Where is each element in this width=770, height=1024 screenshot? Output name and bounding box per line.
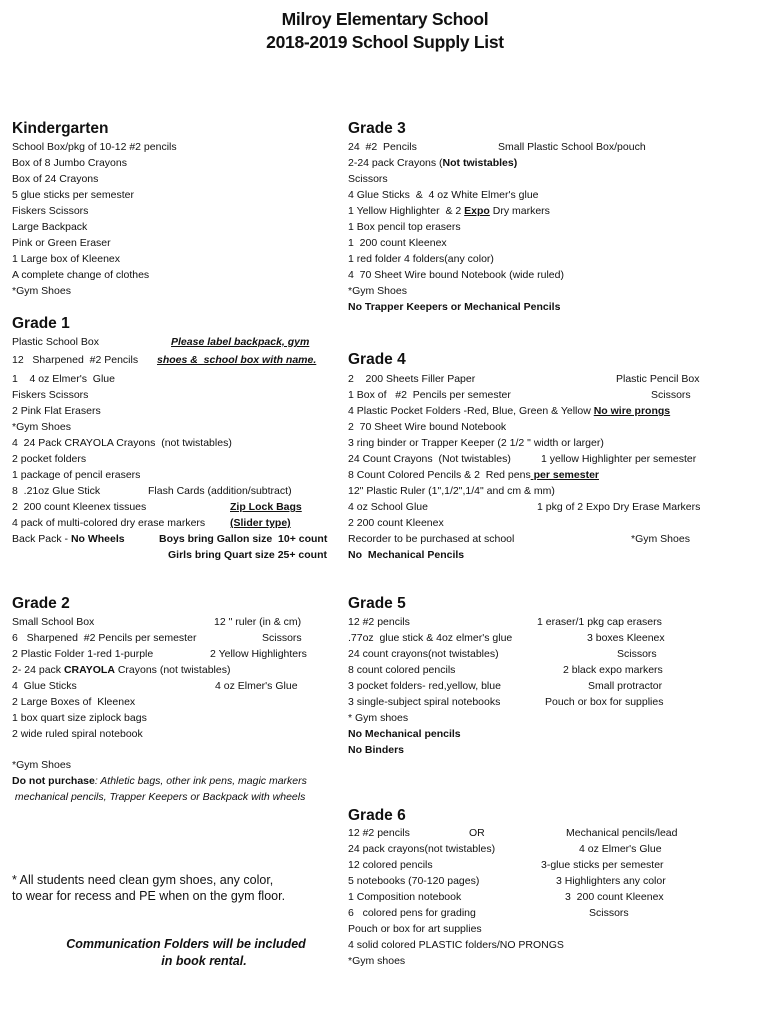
list-item: 1 Box pencil top erasers [348, 221, 461, 233]
list-item: 6 colored pens for grading [348, 907, 476, 919]
list-item: 24 pack crayons(not twistables) [348, 843, 496, 855]
list-item: 12 #2 pencils [348, 827, 410, 839]
list-item: 4 solid colored PLASTIC folders/NO PRONGS [348, 939, 564, 951]
list-item: 1 pkg of 2 Expo Dry Erase Markers [537, 501, 701, 513]
list-item: Small School Box [12, 616, 95, 628]
list-item: *Gym Shoes [631, 533, 690, 545]
label-note: shoes & school box with name. [157, 354, 317, 366]
list-item: 12 #2 pencils [348, 616, 410, 628]
list-item [348, 156, 517, 170]
no-wire-prongs: No wire prongs [593, 405, 671, 417]
list-item: Mechanical pencils/lead [566, 827, 678, 839]
list-item: .77oz glue stick & 4oz elmer's glue [348, 632, 513, 644]
crayon-count: 2- 24 pack [12, 664, 64, 676]
list-item: 3-glue sticks per semester [541, 859, 664, 871]
list-item: 1 200 count Kleenex [348, 237, 447, 249]
list-item: School Box/pkg of 10-12 #2 pencils [12, 141, 177, 153]
communication-note-2: in book rental. [161, 954, 247, 968]
list-item: Recorder to be purchased at school [348, 533, 515, 545]
list-item: 1 eraser/1 pkg cap erasers [537, 616, 662, 628]
communication-note: Communication Folders will be included [66, 937, 306, 951]
list-item: 1 Composition notebook [348, 891, 462, 903]
list-item: 4 Glue Sticks [12, 680, 77, 692]
gym-shoe-note-2: to wear for recess and PE when on the gym floor. [12, 889, 286, 903]
list-item: * Gym shoes [348, 712, 409, 724]
list-item: Fiskers Scissors [12, 205, 89, 217]
list-item: Fiskers Scissors [12, 389, 89, 401]
label-note: Please label backpack, gym [171, 336, 310, 348]
slider-label: (Slider type) [230, 517, 291, 529]
list-item: 12" Plastic Ruler (1",1/2",1/4" and cm & mm) [348, 485, 555, 497]
list-item: A complete change of clothes [12, 269, 150, 281]
no-binders-note: No Binders [348, 744, 405, 756]
list-item: 4 oz Elmer's Glue [215, 680, 298, 692]
list-item: 2 Large Boxes of Kleenex [12, 696, 136, 708]
highlighter-text: 1 Yellow Highlighter & 2 [348, 205, 465, 217]
list-item: Scissors [589, 907, 629, 919]
list-item: 2 Pink Flat Erasers [12, 405, 101, 417]
grade6-heading: Grade 6 [348, 807, 406, 824]
grade3-heading: Grade 3 [348, 120, 406, 137]
list-item: 4 70 Sheet Wire bound Notebook (wide ruled) [348, 269, 564, 281]
expo-brand: Expo [464, 205, 490, 217]
grade2-heading: Grade 2 [12, 595, 70, 612]
girls-note: Girls bring Quart size 25+ count [168, 549, 327, 561]
list-item: 2 Yellow Highlighters [210, 648, 307, 660]
do-not-purchase-text: : Athletic bags, other ink pens, magic markers [94, 775, 307, 787]
crayons-text: 2-24 pack Crayons ( [348, 157, 443, 169]
boys-note: Boys bring Gallon size 10+ count [159, 533, 328, 545]
list-item: Plastic Pencil Box [616, 373, 700, 385]
list-item: Pouch or box for art supplies [348, 923, 482, 935]
list-item: 12 Sharpened #2 Pencils [12, 354, 139, 366]
list-item [12, 663, 230, 677]
list-title: 2018-2019 School Supply List [266, 32, 504, 52]
list-item: 4 24 Pack CRAYOLA Crayons (not twistables) [12, 437, 232, 449]
list-item: Pouch or box for supplies [545, 696, 664, 708]
list-item: 1 package of pencil erasers [12, 469, 141, 481]
list-item: 3 pocket folders- red,yellow, blue [348, 680, 501, 692]
list-item: Box of 8 Jumbo Crayons [12, 157, 127, 169]
or-label: OR [469, 827, 485, 839]
do-not-purchase-text2: mechanical pencils, Trapper Keepers or Backpack with wheels [12, 791, 306, 803]
list-item: 4 Glue Sticks & 4 oz White Elmer's glue [348, 189, 539, 201]
list-item: 2 pocket folders [12, 453, 87, 465]
list-item [12, 532, 125, 546]
list-item: 2 200 count Kleenex [348, 517, 444, 529]
list-item: 24 count crayons(not twistables) [348, 648, 499, 660]
list-item: Plastic School Box [12, 336, 99, 348]
do-not-purchase-label: Do not purchase [12, 775, 95, 787]
kindergarten-heading: Kindergarten [12, 120, 109, 137]
grade4-heading: Grade 4 [348, 351, 406, 368]
list-item: 24 #2 Pencils [348, 141, 417, 153]
list-item: 1 Box of #2 Pencils per semester [348, 389, 511, 401]
folders-text: 4 Plastic Pocket Folders -Red, Blue, Green & Yellow [348, 405, 594, 417]
list-item: Small Plastic School Box/pouch [498, 141, 646, 153]
list-item: Scissors [617, 648, 657, 660]
list-item: 5 glue sticks per semester [12, 189, 134, 201]
list-item: 2 200 Sheets Filler Paper [348, 373, 476, 385]
back-pack-text: Back Pack - [12, 533, 71, 545]
list-item: 8 count colored pencils [348, 664, 456, 676]
no-mech-note: No Mechanical pencils [348, 728, 461, 740]
list-item: 2 wide ruled spiral notebook [12, 728, 143, 740]
list-item: 4 oz Elmer's Glue [579, 843, 662, 855]
kindergarten-section [12, 118, 332, 140]
no-trapper-note: No Trapper Keepers or Mechanical Pencils [348, 301, 561, 313]
list-item [348, 204, 550, 218]
list-item: 2 Plastic Folder 1-red 1-purple [12, 648, 154, 660]
list-item: 3 200 count Kleenex [565, 891, 664, 903]
list-item: Scissors [348, 173, 388, 185]
grade5-heading: Grade 5 [348, 595, 406, 612]
grade1-heading: Grade 1 [12, 315, 70, 332]
list-item: *Gym Shoes [12, 759, 71, 771]
gym-shoe-note: * All students need clean gym shoes, any color, [12, 873, 274, 887]
list-item: 4 oz School Glue [348, 501, 428, 513]
list-item: Box of 24 Crayons [12, 173, 99, 185]
list-item: 3 single-subject spiral notebooks [348, 696, 501, 708]
not-twistables: Not twistables) [442, 157, 518, 169]
list-item: 12 " ruler (in & cm) [214, 616, 302, 628]
list-item: 12 colored pencils [348, 859, 433, 871]
list-item [348, 404, 670, 418]
list-item: 1 Large box of Kleenex [12, 253, 120, 265]
list-item: Small protractor [588, 680, 663, 692]
list-item: 6 Sharpened #2 Pencils per semester [12, 632, 197, 644]
list-item: 1 4 oz Elmer's Glue [12, 373, 115, 385]
list-item: *Gym Shoes [348, 285, 407, 297]
list-item: 1 red folder 4 folders(any color) [348, 253, 494, 265]
list-item: *Gym Shoes [12, 285, 71, 297]
list-item: *Gym shoes [348, 955, 406, 967]
list-item: 1 box quart size ziplock bags [12, 712, 147, 724]
do-not-purchase [12, 774, 307, 788]
zip-lock-label: Zip Lock Bags [230, 501, 302, 513]
list-item: 24 Count Crayons (Not twistables) [348, 453, 511, 465]
list-item: *Gym Shoes [12, 421, 71, 433]
list-item: Scissors [262, 632, 302, 644]
list-item [348, 468, 599, 482]
list-item: 4 pack of multi-colored dry erase markers [12, 517, 206, 529]
list-item: 2 70 Sheet Wire bound Notebook [348, 421, 507, 433]
list-item: 8 .21oz Glue Stick [12, 485, 101, 497]
dry-markers: Dry markers [489, 205, 550, 217]
no-mech-note: No Mechanical Pencils [348, 549, 465, 561]
list-item: Scissors [651, 389, 691, 401]
list-item: 5 notebooks (70-120 pages) [348, 875, 480, 887]
list-item: 3 ring binder or Trapper Keeper (2 1/2 " width or larger) [348, 437, 604, 449]
list-item: Pink or Green Eraser [12, 237, 111, 249]
list-item: 3 Highlighters any color [556, 875, 666, 887]
crayola-brand: CRAYOLA [63, 664, 115, 676]
list-item: Large Backpack [12, 221, 88, 233]
list-item: 2 200 count Kleenex tissues [12, 501, 147, 513]
no-wheels: No Wheels [70, 533, 125, 545]
list-item: Flash Cards (addition/subtract) [148, 485, 292, 497]
colored-pencils-text: 8 Count Colored Pencils & 2 Red pens [348, 469, 531, 481]
list-item: 3 boxes Kleenex [587, 632, 665, 644]
crayola-rest: Crayons (not twistables) [114, 664, 231, 676]
school-name: Milroy Elementary School [281, 9, 489, 29]
per-semester: per semester [530, 469, 599, 481]
list-item: 1 yellow Highlighter per semester [541, 453, 697, 465]
list-item: 2 black expo markers [563, 664, 663, 676]
